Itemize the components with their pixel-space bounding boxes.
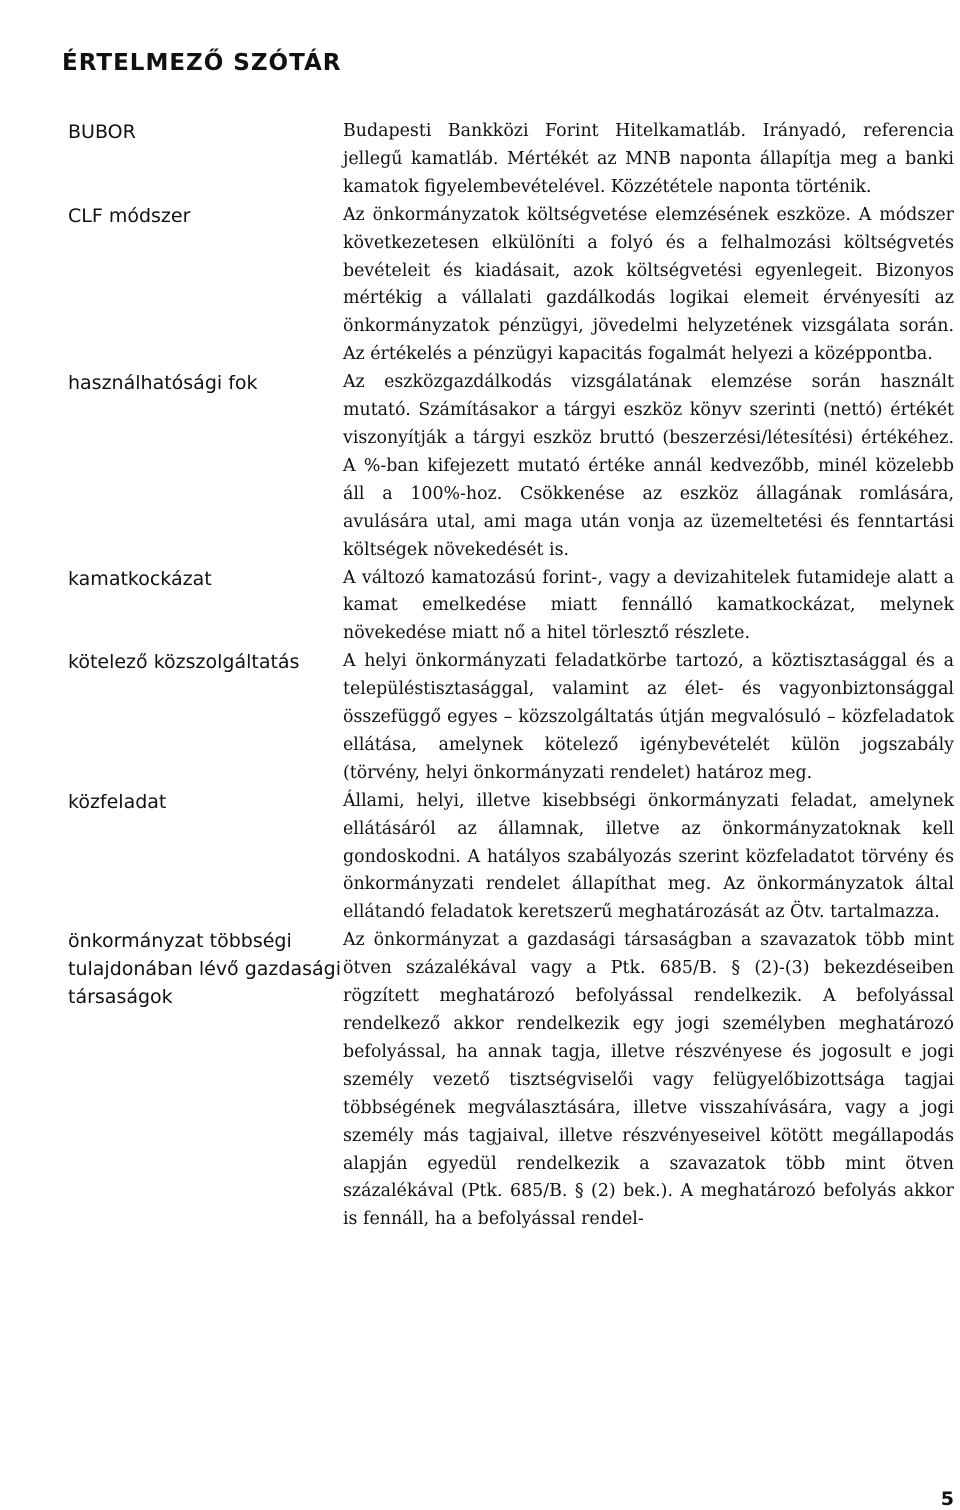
glossary-entry-kamatkockazat	[68, 565, 956, 649]
glossary-definition: Az önkormányzatok költségvetése elemzésének eszköze. A módszer következetesen elkülöníti a folyó és a felhalmozási költségvetés bevételeit és kiadásait, azok költségvetési egyenlegeit. Bizonyos mértékig a vállalati gazdálkodás logikai elemeit érvényesíti az önkormányzatok pénzügyi, jövedelmi helyzetének vizsgálata során. Az értékelés a pénzügyi kapacitás fogalmát helyezi a középpontba.	[343, 204, 954, 365]
glossary-definition: A helyi önkormányzati feladatkörbe tartozó, a köztisztasággal és a településtisztasággal, valamint az élet- és vagyonbiztonsággal összefüggő egyes – közszolgáltatás útján megvalósuló – közfeladatok ellátása, amelynek kötelező igénybevételét külön jogszabály (törvény, helyi önkormányzati rendelet) határoz meg.	[343, 651, 954, 783]
glossary-entry-onkormanyzati-tarsasagok	[68, 927, 956, 1234]
glossary-term: BUBOR	[68, 121, 136, 143]
glossary-entry-hasznalhatosagi-fok	[68, 369, 956, 564]
glossary-term: közfeladat	[68, 790, 167, 813]
glossary-term: használhatósági fok	[68, 372, 258, 395]
glossary-term: önkormányzat többségi tulajdonában lévő gazdasági társaságok	[68, 930, 341, 1009]
glossary-entry-bubor	[68, 118, 956, 202]
glossary-term: CLF módszer	[68, 204, 191, 227]
glossary-definition: Az eszközgazdálkodás vizsgálatának elemzése során használt mutató. Számításakor a tárgyi eszköz könyv szerinti (nettó) értékét viszonyítják a tárgyi eszköz bruttó (beszerzési/létesítési) értékéhez. A %-ban kifejezett mutató értéke annál kedvezőbb, minél közelebb áll a 100%-hoz. Csökkenése az eszköz állagának romlására, avulására utal, ami maga után vonja az üzemeltetési és fenntartási költségek növekedését is.	[343, 372, 954, 560]
glossary-entry-clf-modszer	[68, 202, 956, 369]
glossary-entry-kotelezo-kozszolgaltatas	[68, 648, 956, 788]
glossary-list	[68, 118, 956, 1234]
page-number: 5	[940, 1488, 954, 1510]
glossary-term: kötelező közszolgáltatás	[68, 651, 300, 674]
glossary-definition: Az önkormányzat a gazdasági társaságban a szavazatok több mint ötven százalékával vagy a Ptk. 685/B. § (2)-(3) bekezdéseiben rögzített meghatározó befolyással rendelkezik. A befolyással rendelkező akkor rendelkezik egy jogi személyben meghatározó befolyással, ha annak tagja, illetve részvényese és jogosult e jogi személy vezető tisztségviselői vagy felügyelőbizottsága tagjai többségének megválasztására, illetve visszahívására, vagy a jogi személy más tagjaival, illetve részvényeseivel kötött megállapodás alapján egyedül rendelkezik a szavazatok több mint ötven százalékával (Ptk. 685/B. § (2) bek.). A meghatározó befolyás akkor is fennáll, ha a befolyással rendel-	[343, 930, 954, 1230]
glossary-definition: Budapesti Bankközi Forint Hitelkamatláb. Irányadó, referencia jellegű kamatláb. Mértékét az MNB naponta állapítja meg a banki kamatok figyelembevételével. Közzététele naponta történik.	[343, 121, 954, 197]
glossary-definition: A változó kamatozású forint-, vagy a devizahitelek futamideje alatt a kamat emelkedése miatt fennálló kamatkockázat, melynek növekedése miatt nő a hitel törlesztő részlete.	[343, 567, 954, 644]
glossary-definition: Állami, helyi, illetve kisebbségi önkormányzati feladat, amelynek ellátásáról az államnak, illetve az önkormányzatoknak kell gondoskodni. A hatályos szabályozás szerint közfeladatot törvény és önkormányzati rendelet állapíthat meg. Az önkormányzatok által ellátandó feladatok keretszerű meghatározását az Ötv. tartalmazza.	[343, 790, 954, 923]
page-title: ÉRTELMEZŐ SZÓTÁR	[62, 50, 342, 76]
glossary-term: kamatkockázat	[68, 567, 212, 590]
glossary-entry-kozfeladat	[68, 788, 956, 928]
